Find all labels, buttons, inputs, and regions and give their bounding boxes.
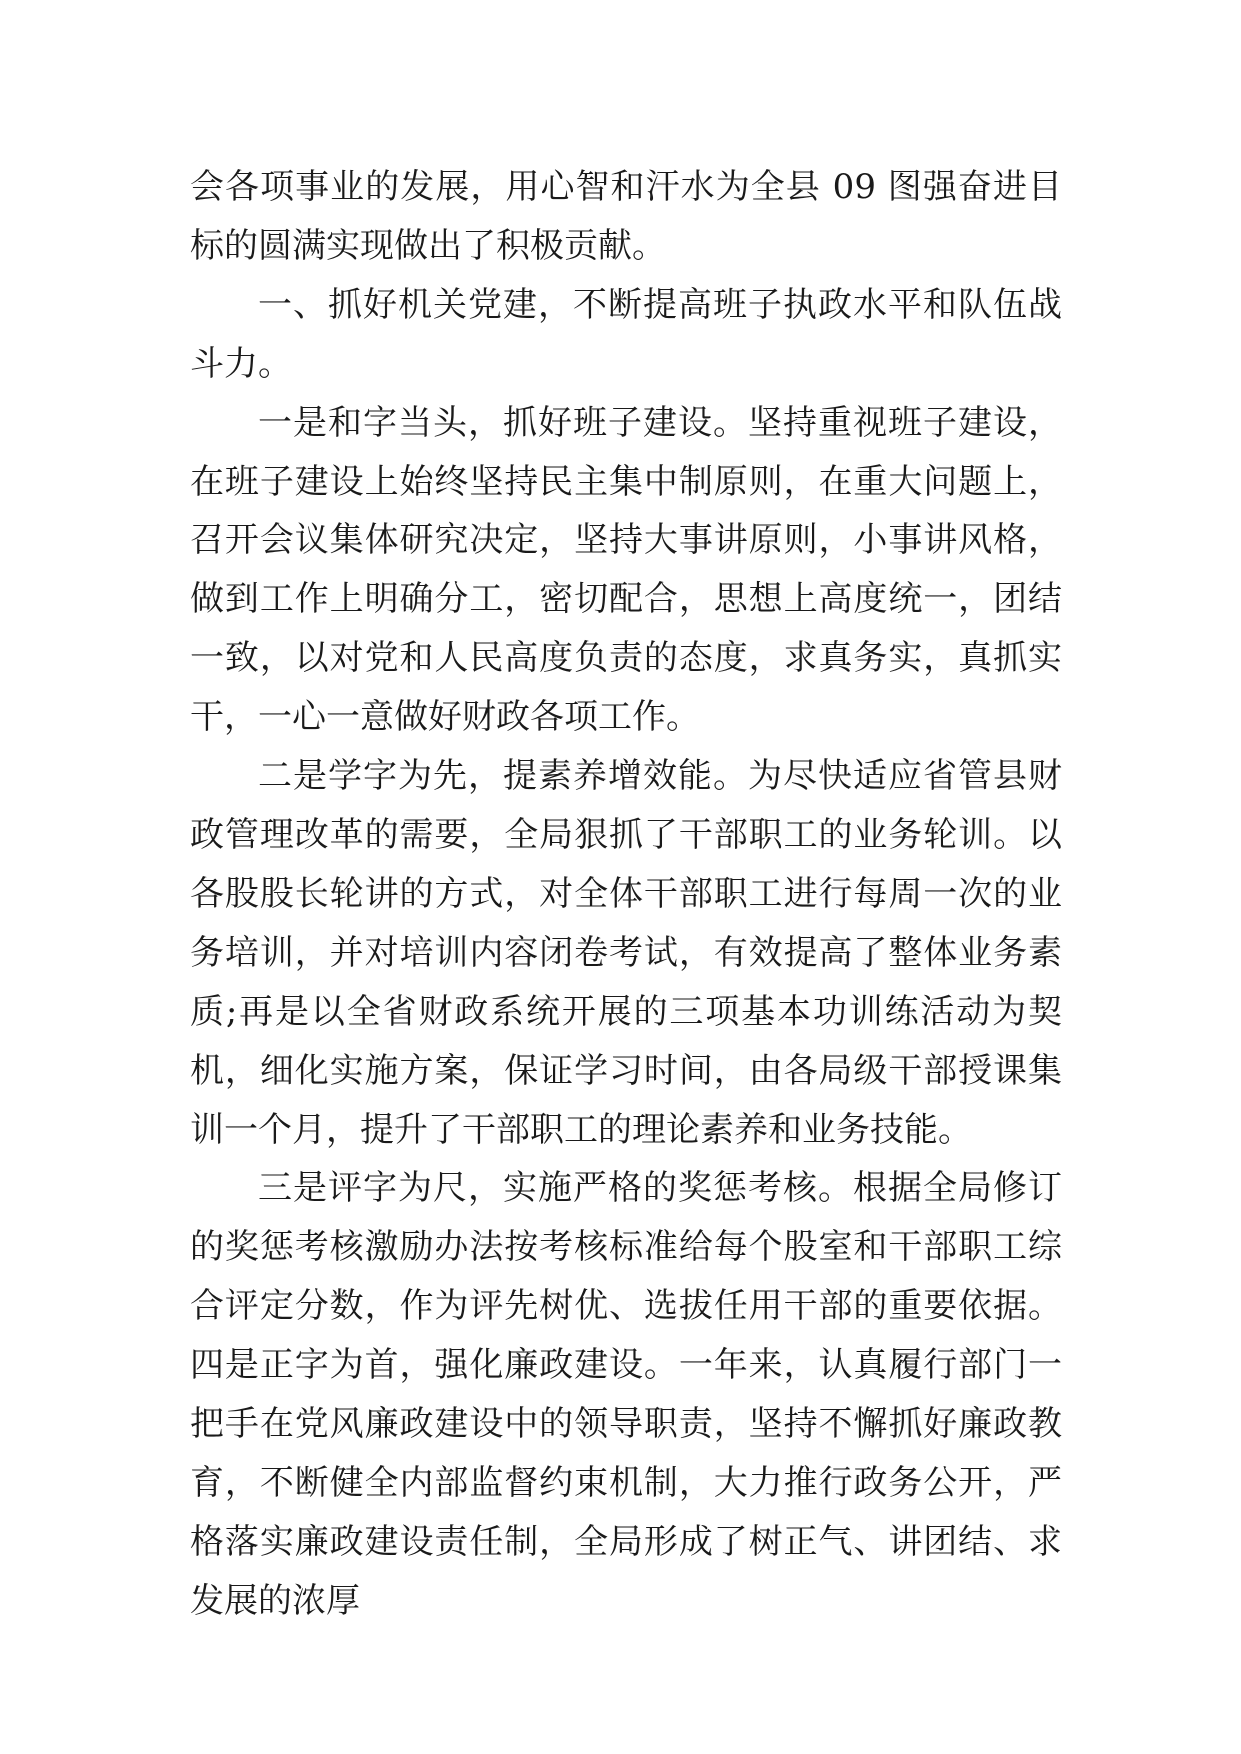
paragraph-assessment: 三是评字为尺，实施严格的奖惩考核。根据全局修订的奖惩考核激励办法按考核标准给每个股室和干部职工综合评定分数，作为评先树优、选拔任用干部的重要依据。四是正字为首，强化廉政建设。一年来，认真履行部门一把手在党风廉政建设中的领导职责，坚持不懈抓好廉政教育，不断健全内部监督约束机制，大力推行政务公开，严格落实廉政建设责任制，全局形成了树正气、讲团结、求发展的浓厚 — [190, 1168, 1062, 1621]
paragraph-training: 二是学字为先，提素养增效能。为尽快适应省管县财政管理改革的需要，全局狠抓了干部职工的业务轮训。以各股股长轮讲的方式，对全体干部职工进行每周一次的业务培训，并对培训内容闭卷考试，有效提高了整体业务素质;再是以全省财政系统开展的三项基本功训练活动为契机，细化实施方案，保证学习时间，由各局级干部授课集训一个月，提升了干部职工的理论素养和业务技能。 — [190, 756, 1062, 1150]
section-heading-party-building: 一、抓好机关党建，不断提高班子执政水平和队伍战斗力。 — [190, 284, 1062, 384]
document-body — [190, 158, 1062, 1631]
paragraph-team-building: 一是和字当头，抓好班子建设。坚持重视班子建设，在班子建设上始终坚持民主集中制原则，在重大问题上，召开会议集体研究决定，坚持大事讲原则，小事讲风格，做到工作上明确分工，密切配合，思想上高度统一，团结一致，以对党和人民高度负责的态度，求真务实，真抓实干，一心一意做好财政各项工作。 — [190, 402, 1062, 738]
paragraph-continuation: 会各项事业的发展，用心智和汗水为全县 09 图强奋进目标的圆满实现做出了积极贡献。 — [190, 167, 1062, 266]
